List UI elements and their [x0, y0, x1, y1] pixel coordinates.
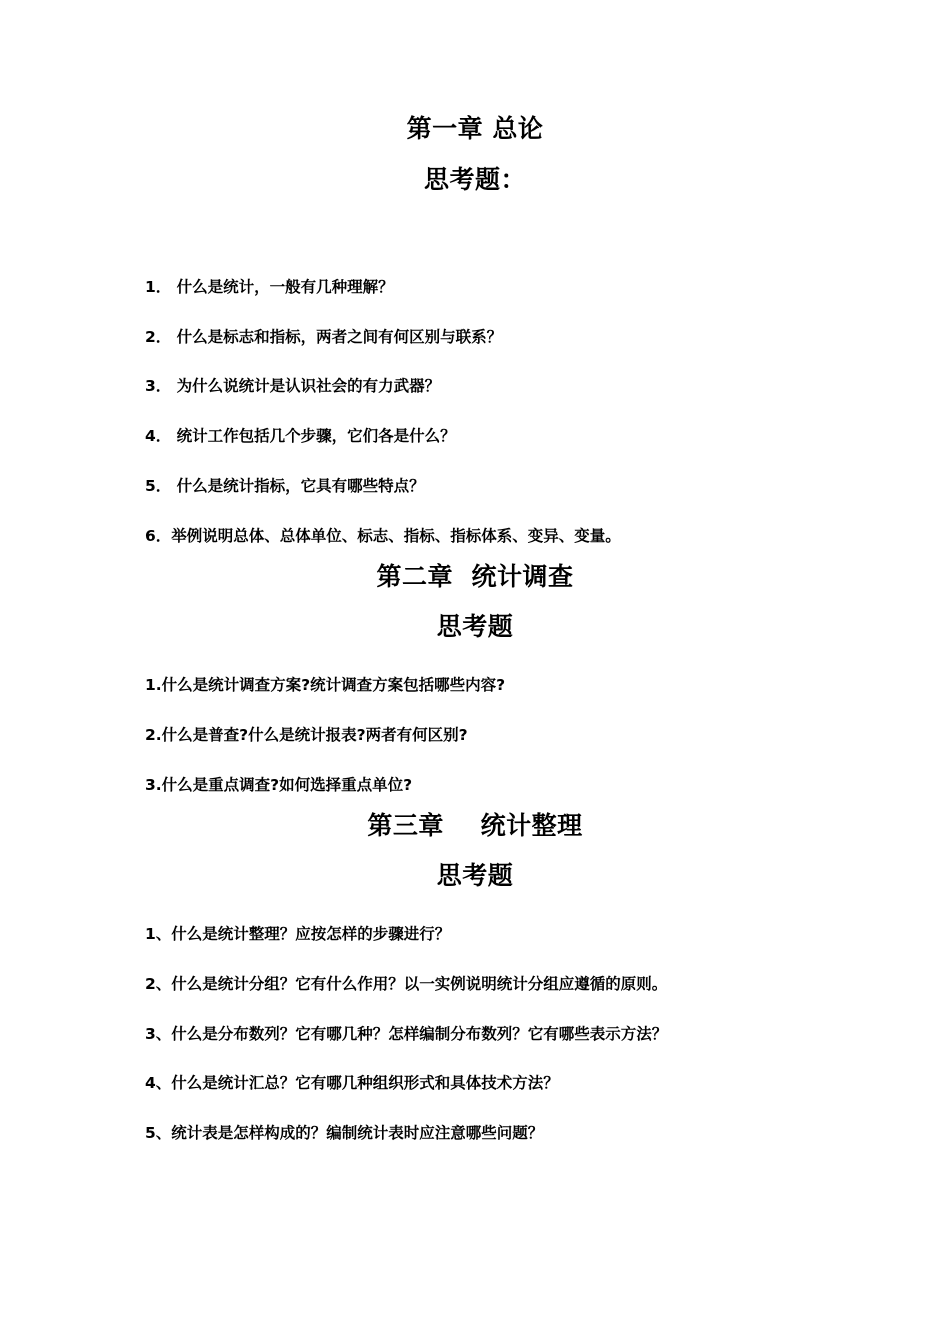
chapter-1-question-3: 3． 为什么说统计是认识社会的有力武器？: [145, 377, 441, 395]
chapter-1-subtitle: 思考题：: [423, 165, 526, 194]
chapter-2-subtitle: 思考题: [436, 612, 514, 641]
chapter-1-question-6: 6．举例说明总体、总体单位、标志、指标、指标体系、变异、变量。: [145, 527, 621, 545]
chapter-1-question-1: 1． 什么是统计，一般有几种理解？: [145, 278, 394, 296]
chapter-1-question-5: 5． 什么是统计指标，它具有哪些特点？: [145, 477, 425, 495]
chapter-2-question-1: 1.什么是统计调查方案?统计调查方案包括哪些内容?: [145, 676, 506, 694]
chapter-3-question-4: 4、什么是统计汇总？它有哪几种组织形式和具体技术方法？: [145, 1074, 559, 1092]
chapter-3-question-1: 1、什么是统计整理？应按怎样的步骤进行？: [145, 925, 451, 943]
chapter-1-question-4: 4． 统计工作包括几个步骤，它们各是什么？: [145, 427, 456, 445]
chapter-2-title: 第二章 统计调查: [376, 562, 574, 591]
chapter-3-question-3: 3、什么是分布数列？它有哪几种？怎样编制分布数列？它有哪些表示方法？: [145, 1025, 668, 1043]
chapter-2-question-3: 3.什么是重点调查?如何选择重点单位?: [145, 776, 413, 794]
chapter-3-question-5: 5、统计表是怎样构成的？编制统计表时应注意哪些问题？: [145, 1124, 544, 1142]
chapter-1-question-2: 2． 什么是标志和指标，两者之间有何区别与联系？: [145, 328, 503, 346]
chapter-3-question-2: 2、什么是统计分组？它有什么作用？以一实例说明统计分组应遵循的原则。: [145, 975, 668, 993]
chapter-2-question-2: 2.什么是普查?什么是统计报表?两者有何区别?: [145, 726, 468, 744]
chapter-3-subtitle: 思考题: [436, 861, 514, 890]
chapter-3-title: 第三章 统计整理: [367, 811, 583, 840]
chapter-1-title: 第一章 总论: [406, 114, 544, 143]
